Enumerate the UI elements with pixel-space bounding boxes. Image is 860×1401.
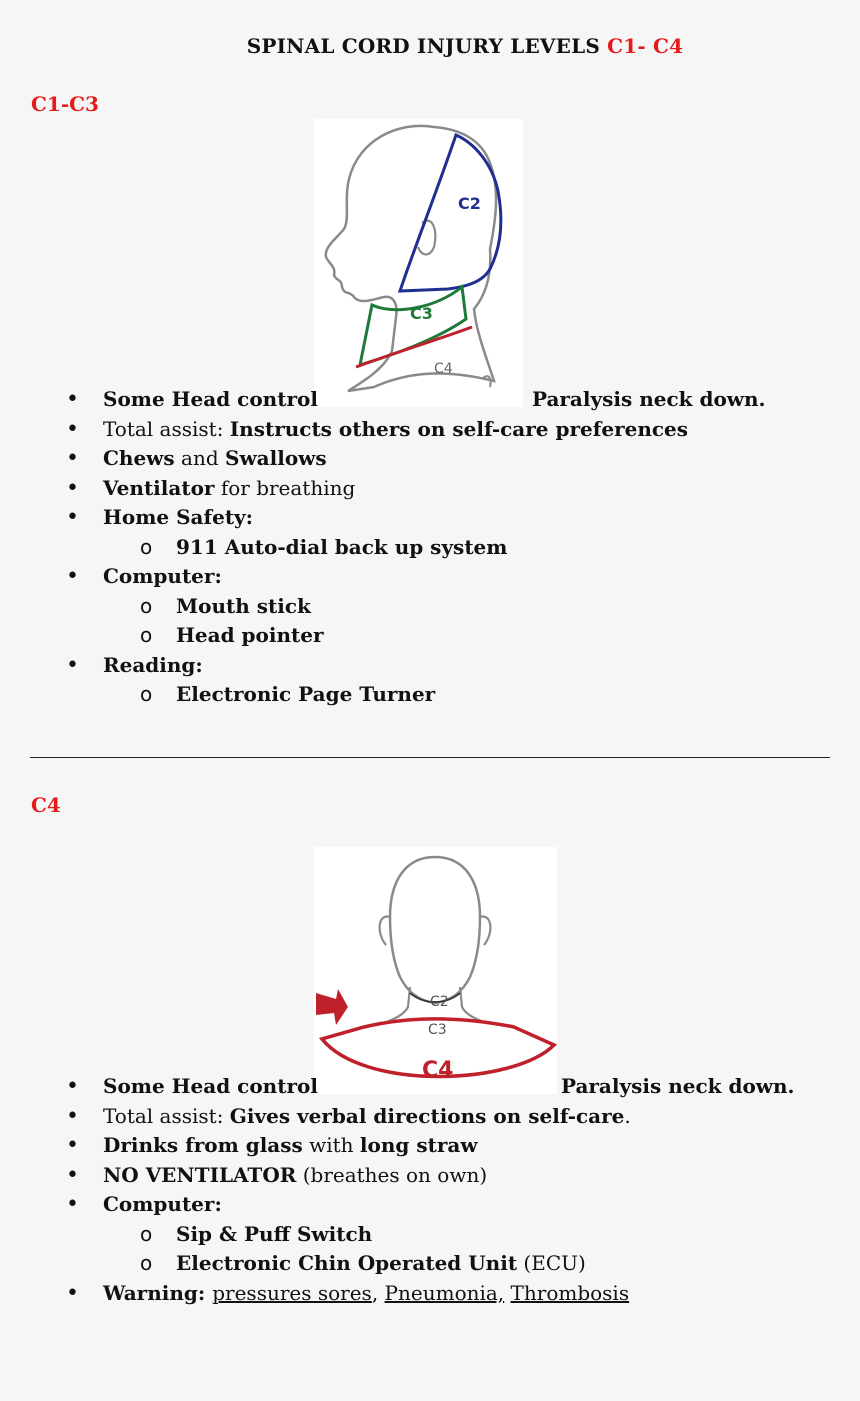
item-text: Total assist: bbox=[103, 416, 230, 441]
sub-list bbox=[103, 1220, 842, 1279]
list-item bbox=[62, 1190, 842, 1279]
ear-shape bbox=[418, 221, 435, 255]
item-text: Reading: bbox=[103, 652, 203, 677]
c2-figure-label: C2 bbox=[458, 194, 481, 213]
sub-list bbox=[103, 533, 842, 563]
c1-c3-list bbox=[62, 385, 842, 710]
sub-list bbox=[103, 680, 842, 710]
c2-region-outline bbox=[400, 135, 501, 291]
c4-list bbox=[62, 1072, 842, 1308]
front-head-illustration bbox=[314, 847, 557, 1094]
section-divider bbox=[30, 757, 830, 758]
item-text: Swallows bbox=[225, 446, 327, 470]
list-item bbox=[62, 1161, 842, 1191]
item-text: Head pointer bbox=[176, 623, 324, 647]
item-text: Pneumonia, bbox=[384, 1280, 505, 1305]
item-text: Mouth stick bbox=[176, 593, 311, 618]
item-text: (ECU) bbox=[517, 1251, 586, 1275]
ear-shape bbox=[480, 916, 490, 945]
item-text: for breathing bbox=[214, 475, 356, 500]
neck-line bbox=[460, 987, 486, 1023]
c3-figure-label: C3 bbox=[428, 1022, 447, 1038]
list-item bbox=[62, 562, 842, 651]
item-text: Sip & Puff Switch bbox=[176, 1221, 373, 1246]
item-text: Chews bbox=[103, 446, 175, 470]
section-label-c1-c3: C1-C3 bbox=[31, 92, 99, 116]
item-text: Paralysis neck down. bbox=[560, 1074, 795, 1098]
title-range: C1- C4 bbox=[607, 34, 684, 58]
sub-list-item bbox=[103, 1249, 842, 1279]
item-text: long straw bbox=[359, 1133, 478, 1157]
sub-list-item bbox=[103, 621, 842, 651]
item-text: , bbox=[371, 1280, 385, 1305]
item-text: with bbox=[302, 1133, 360, 1157]
item-text: Some Head control bbox=[103, 1074, 318, 1098]
item-text: Electronic Page Turner bbox=[176, 682, 436, 706]
section-label-c4: C4 bbox=[31, 793, 61, 817]
c4-figure-label: C4 bbox=[434, 361, 453, 377]
list-item bbox=[62, 651, 842, 710]
sub-list-item bbox=[103, 533, 842, 563]
item-text: Warning: bbox=[103, 1280, 213, 1305]
c2-figure-label: C2 bbox=[430, 994, 449, 1010]
item-text: Paralysis neck down. bbox=[531, 387, 766, 411]
list-item bbox=[62, 1072, 842, 1102]
c4-figure-label: C4 bbox=[422, 1058, 454, 1083]
item-text: Drinks from glass bbox=[103, 1133, 303, 1157]
head-outline-shape bbox=[390, 857, 480, 1003]
item-text: Home Safety: bbox=[103, 505, 254, 529]
list-item bbox=[62, 503, 842, 562]
item-text: Instructs others on self-care preferences bbox=[229, 416, 689, 441]
sub-list-item bbox=[103, 680, 842, 710]
sub-list bbox=[103, 592, 842, 651]
item-text: (breathes on own) bbox=[296, 1162, 488, 1187]
list-item bbox=[62, 1279, 842, 1309]
item-text: pressures sores bbox=[212, 1280, 372, 1305]
item-text: Some Head control bbox=[103, 387, 318, 411]
c4-boundary-line bbox=[356, 327, 472, 367]
ear-shape bbox=[380, 916, 390, 945]
item-text: Total assist: bbox=[103, 1103, 230, 1128]
list-item bbox=[62, 1131, 842, 1161]
list-item bbox=[62, 385, 842, 415]
item-text: NO VENTILATOR bbox=[103, 1162, 297, 1187]
list-item bbox=[62, 1102, 842, 1132]
list-item bbox=[62, 415, 842, 445]
item-text: Computer: bbox=[103, 564, 222, 588]
item-text: Thrombosis bbox=[510, 1280, 630, 1305]
sub-list-item bbox=[103, 592, 842, 622]
arrow-icon bbox=[316, 989, 348, 1025]
page-title bbox=[0, 34, 860, 58]
side-profile-head-illustration bbox=[314, 119, 523, 407]
title-main: SPINAL CORD INJURY LEVELS bbox=[246, 34, 608, 58]
item-text: Computer: bbox=[103, 1192, 222, 1216]
neck-line bbox=[384, 987, 410, 1023]
item-text: Gives verbal directions on self-care bbox=[229, 1103, 625, 1128]
item-text: . bbox=[624, 1103, 631, 1128]
sub-list-item bbox=[103, 1220, 842, 1250]
item-text: Electronic Chin Operated Unit bbox=[176, 1251, 518, 1275]
c3-figure-label: C3 bbox=[410, 304, 433, 323]
list-item bbox=[62, 444, 842, 474]
item-text: Ventilator bbox=[103, 475, 215, 500]
item-text: 911 Auto-dial back up system bbox=[176, 534, 508, 559]
list-item bbox=[62, 474, 842, 504]
item-text: and bbox=[174, 446, 225, 470]
